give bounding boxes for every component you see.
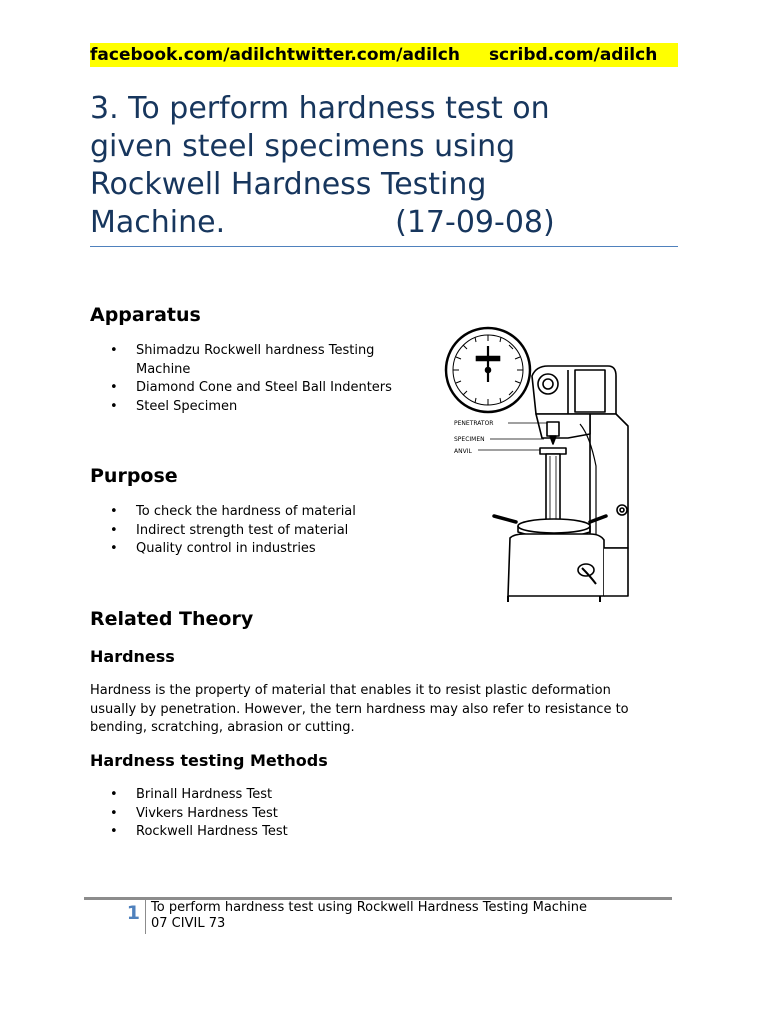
methods-heading: Hardness testing Methods	[90, 751, 328, 770]
list-item	[110, 379, 420, 398]
method-item-1: Brinall Hardness Test	[136, 787, 273, 802]
list-item	[110, 522, 356, 541]
method-item-2: Vivkers Hardness Test	[136, 805, 278, 821]
hardness-paragraph	[90, 682, 680, 738]
list-item	[110, 805, 288, 824]
page-number: 1	[126, 902, 140, 924]
rockwell-machine-illustration	[440, 326, 652, 610]
methods-list	[110, 786, 288, 842]
title-line-4	[90, 204, 690, 242]
apparatus-item-3: Steel Specimen	[136, 398, 238, 414]
apparatus-list	[110, 342, 420, 416]
method-item-3: Rockwell Hardness Test	[136, 824, 288, 839]
head-gauge-window	[538, 374, 558, 394]
purpose-item-3: Quality control in industries	[136, 541, 316, 556]
lever-knob	[578, 564, 594, 576]
list-item	[110, 503, 356, 522]
purpose-heading: Purpose	[90, 465, 178, 487]
facebook-link[interactable]: facebook.com/adilch	[90, 45, 287, 65]
page-title	[90, 90, 690, 242]
purpose-item-1: To check the hardness of material	[136, 504, 356, 519]
list-item	[110, 398, 420, 417]
footer-line-2: 07 CIVIL 73	[151, 916, 226, 931]
title-line-2: given steel specimens using	[90, 129, 516, 164]
footer-text	[151, 900, 587, 932]
title-line-3: Rockwell Hardness Testing	[90, 167, 487, 202]
apparatus-item-1-line-2: Machine	[136, 361, 191, 377]
apparatus-heading: Apparatus	[90, 304, 201, 326]
penetrator-label: PENETRATOR	[454, 420, 494, 427]
hardness-line-1: Hardness is the property of material that enables it to resist plastic deformation	[90, 683, 611, 698]
title-machine: Machine.	[90, 205, 226, 240]
specimen-label: SPECIMEN	[454, 436, 485, 443]
list-item	[110, 540, 356, 559]
hardness-line-3: bending, scratching, abrasion or cutting.	[90, 720, 355, 735]
apparatus-item-2: Diamond Cone and Steel Ball Indenters	[136, 380, 392, 395]
header-links-bar	[90, 43, 678, 67]
list-item	[110, 342, 420, 379]
hardness-line-2: usually by penetration. However, the tern hardness may also refer to resistance to	[90, 701, 629, 717]
anvil-label: ANVIL	[454, 448, 472, 455]
related-theory-heading: Related Theory	[90, 608, 254, 630]
list-item	[110, 786, 288, 805]
footer-vertical-divider	[145, 900, 146, 934]
apparatus-item-1-line-1: • Shimadzu Rockwell hardness Testing	[136, 343, 375, 358]
title-date: (17-09-08)	[395, 205, 555, 240]
scribd-link[interactable]: scribd.com/adilch	[488, 45, 658, 65]
twitter-link[interactable]: twitter.com/adilch	[286, 45, 460, 65]
purpose-list	[110, 503, 356, 559]
purpose-item-2: Indirect strength test of material	[136, 522, 349, 538]
title-line-1: 3. To perform hardness test on	[90, 91, 550, 126]
hardness-heading: Hardness	[90, 647, 175, 666]
list-item	[110, 823, 288, 842]
title-divider	[90, 246, 678, 247]
elevating-screw	[546, 454, 560, 524]
handwheel	[518, 519, 590, 533]
anvil	[540, 448, 566, 454]
footer-line-1: To perform hardness test using Rockwell Hardness Testing Machine	[151, 900, 588, 915]
penetrator	[547, 422, 559, 436]
